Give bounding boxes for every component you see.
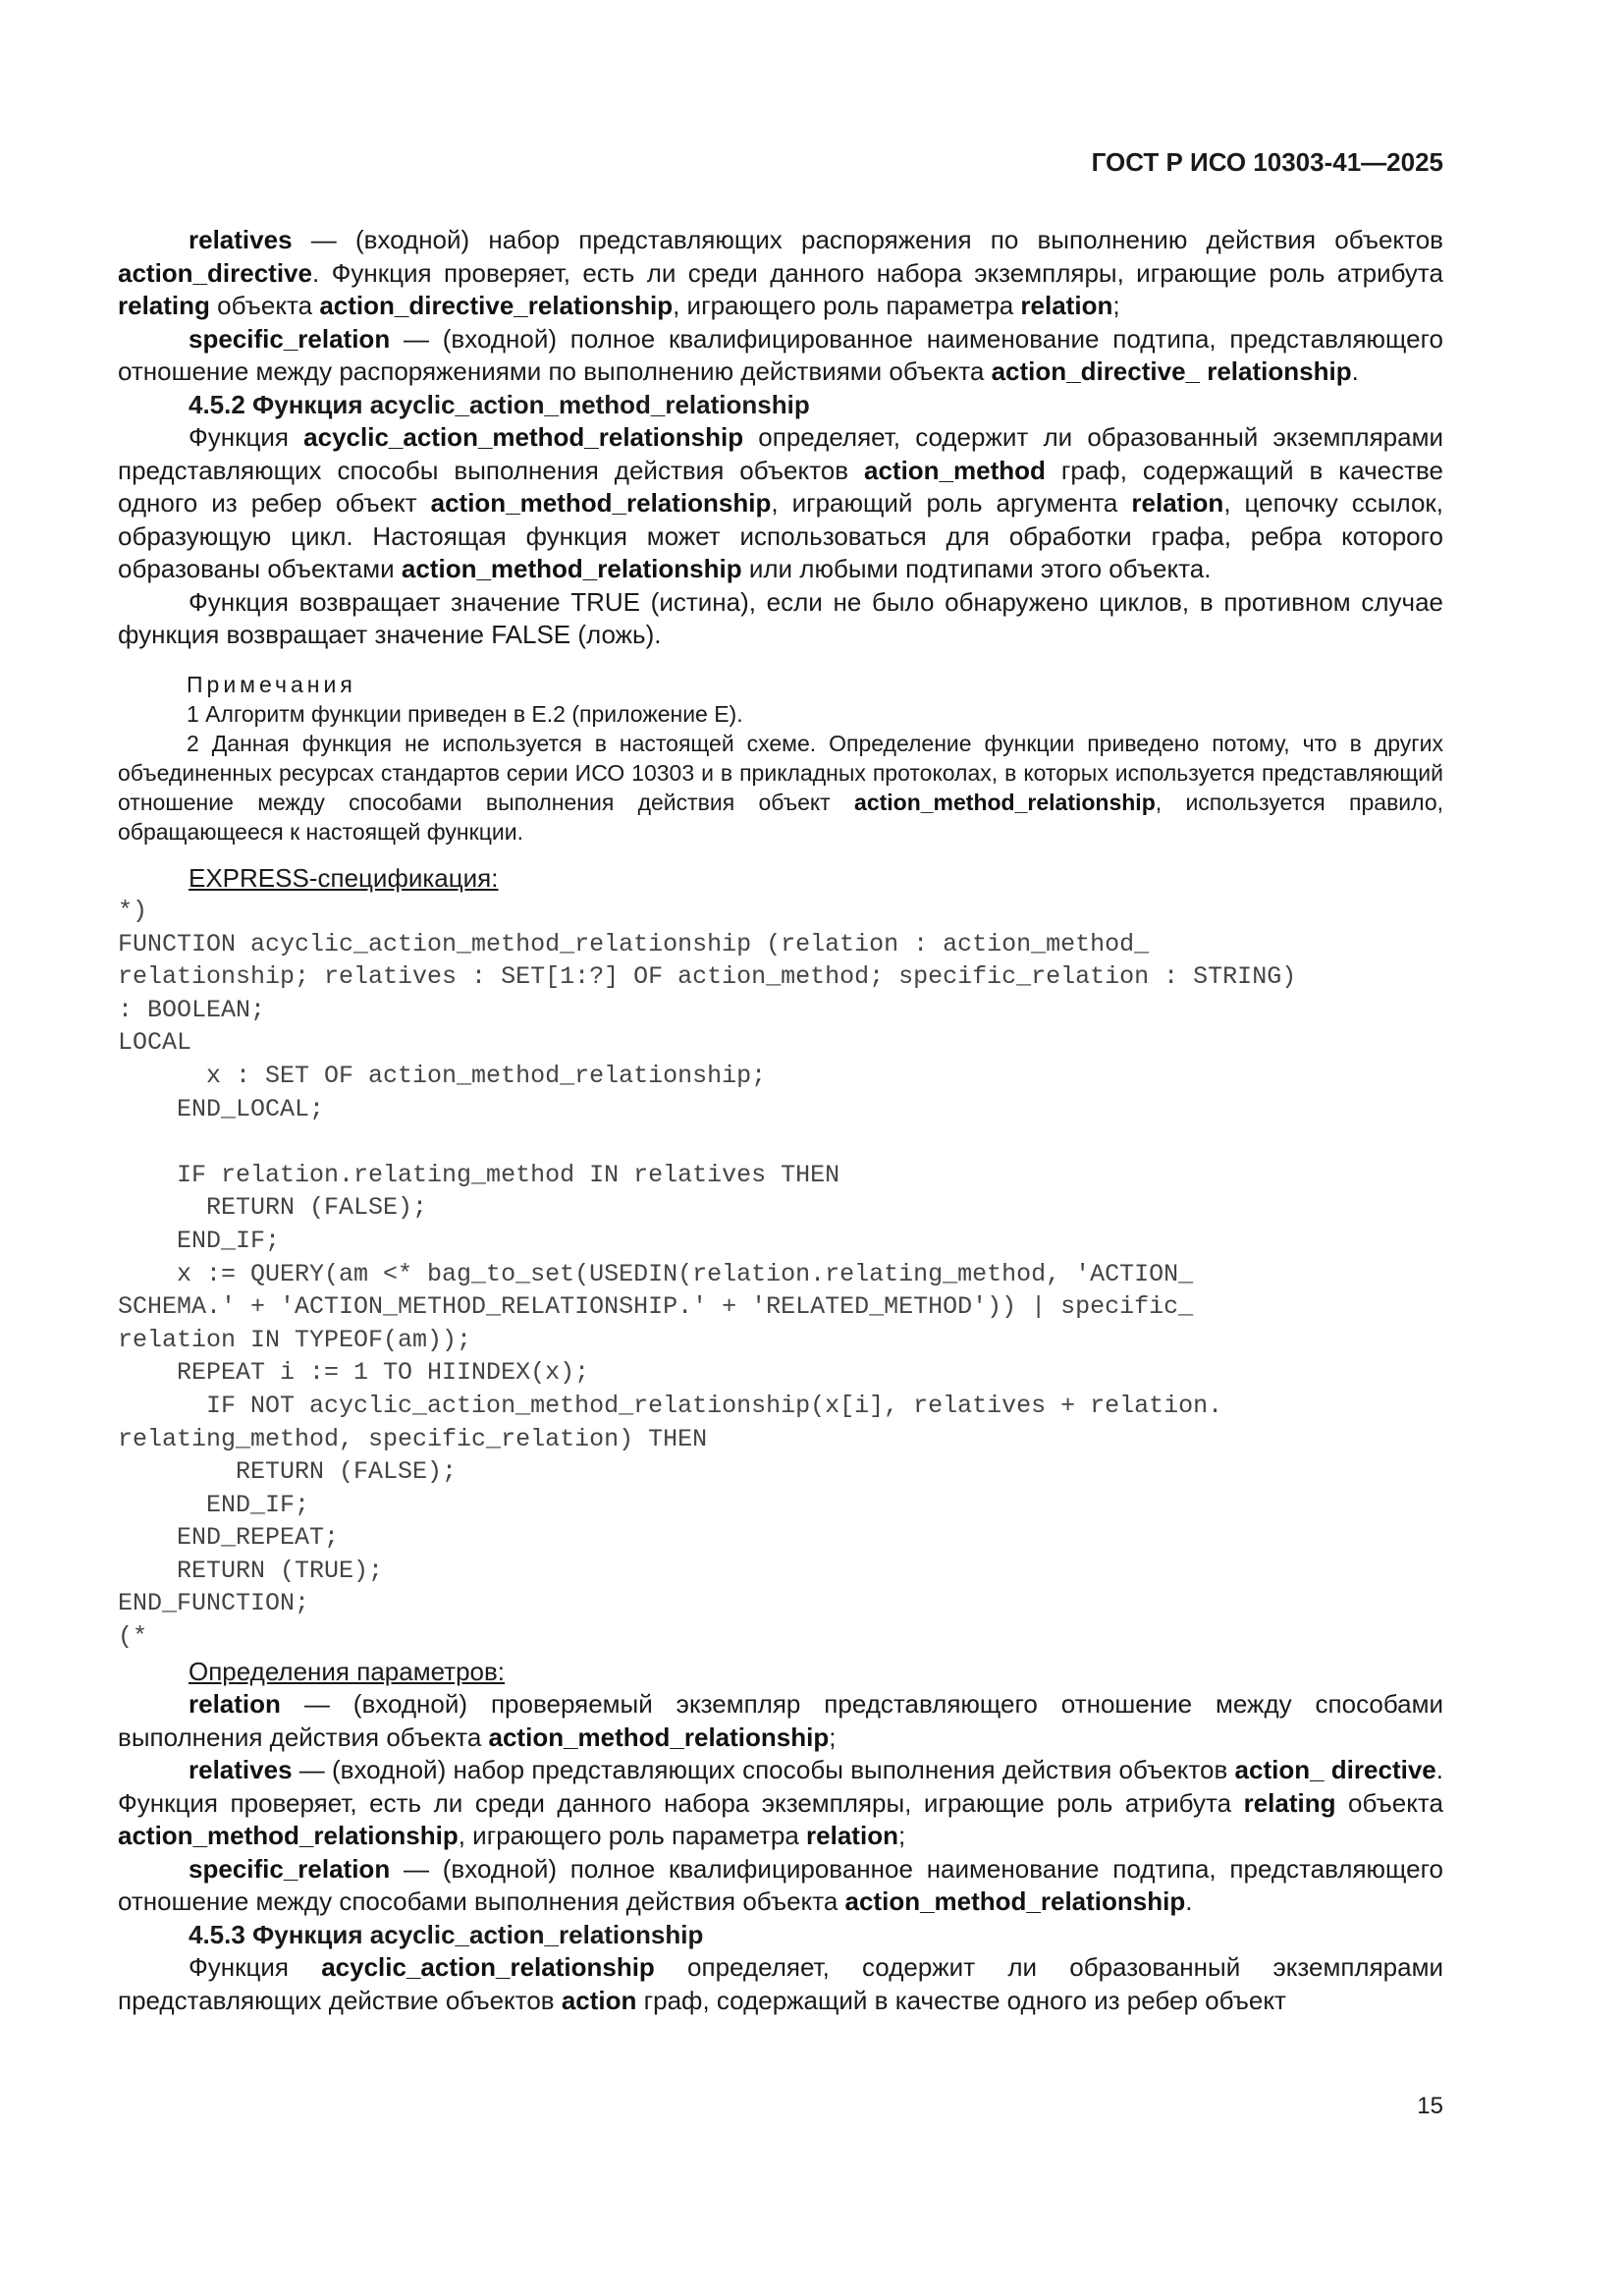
param-definitions-label: Определения параметров: (189, 1656, 506, 1686)
express-code-block: *) FUNCTION acyclic_action_method_relationship (relation : action_method_ relationship; relatives : SET[1:?] OF action_method; specific_relation : STRING) : BOOLEAN; LOCAL x : SET OF action_method_relationship; END_LOCAL; IF relation.relating_method IN relatives THEN RETURN (FALSE); END_IF; x := QUERY(am <* bag_to_set(USEDIN(relation.relating_method, 'ACTION_ SCHEMA.' + 'ACTION_METHOD_RELATIONSHIP.' + 'RELATED_METHOD')) | specific_ relation IN TYPEOF(am)); REPEAT i := 1 TO HIINDEX(x); IF NOT acyclic_action_method_relationship(x[i], relatives + relation. relating_method, specific_relation) THEN RETURN (FALSE); END_IF; END_REPEAT; RETURN (TRUE); END_FUNCTION; (* (118, 897, 1297, 1652)
function-description-paragraph: Функция acyclic_action_method_relationship определяет, содержит ли образованный экземплярами представляющих способы выполнения действия объектов action_method граф, содержащий в качестве одного из ребер объект action_method_relationship, играющий роль аргумента relation, цепочку ссылок, образующую цикл. Настоящая функция может использоваться для обработки графа, ребра которого образованы объектами action_method_relationship или любыми подтипами этого объекта. (118, 422, 1444, 583)
return-value-paragraph: Функция возвращает значение TRUE (истина), если не было обнаружено циклов, в противном случае функция возвращает значение FALSE (ложь). (118, 586, 1443, 649)
function-453-description-paragraph: Функция acyclic_action_relationship определяет, содержит ли образованный экземплярами представляющих действие объектов action граф, содержащий в качестве одного из ребер объект (118, 1952, 1443, 2015)
page-number: 15 (1417, 2093, 1443, 2119)
note-1: 1 Алгоритм функции приведен в Е.2 (приложение Е). (187, 700, 743, 727)
param-specific-relation-definition: specific_relation — (входной) полное квалифицированное наименование подтипа, представляющего отношение между способами выполнения действия объекта action_method_relationship. (118, 1853, 1443, 1917)
param-specific-relation-paragraph: specific_relation — (входной) полное квалифицированное наименование подтипа, представляющего отношение между распоряжениями по выполнению действиями объекта action_directive_ relationship. (118, 323, 1443, 386)
notes-block (118, 670, 1443, 847)
section-heading-4-5-3: 4.5.3 Функция acyclic_action_relationship (189, 1919, 704, 1949)
param-relatives-definition: relatives — (входной) набор представляющих способы выполнения действия объектов action_ directive. Функция проверяет, есть ли среди данного набора экземпляры, играющие роль атрибута relating объекта action_method_relationship, играющего роль параметра relation; (118, 1755, 1443, 1851)
document-header: ГОСТ Р ИСО 10303-41—2025 (1091, 147, 1443, 177)
notes-title: Примечания (187, 671, 356, 697)
section-heading-4-5-2: 4.5.2 Функция acyclic_action_method_relationship (189, 389, 810, 419)
param-relatives-paragraph: relatives — (входной) набор представляющих распоряжения по выполнению действия объектов action_directive. Функция проверяет, есть ли среди данного набора экземпляры, играющие роль атрибута relating объекта action_directive_relationship, играющего роль параметра relation; (118, 225, 1443, 320)
document-body (118, 224, 1443, 2017)
param-relation-definition: relation — (входной) проверяемый экземпляр представляющего отношение между способами выполнения действия объекта action_method_relationship; (118, 1689, 1443, 1752)
express-spec-label: EXPRESS-спецификация: (189, 862, 499, 893)
note-2: 2 Данная функция не используется в настоящей схеме. Определение функции приведено потому, что в других объединенных ресурсах стандартов серии ИСО 10303 и в прикладных протоколах, в которых используется представляющий отношение между способами выполнения действия объект action_method_relationship, используется правило, обращающееся к настоящей функции. (118, 730, 1443, 845)
